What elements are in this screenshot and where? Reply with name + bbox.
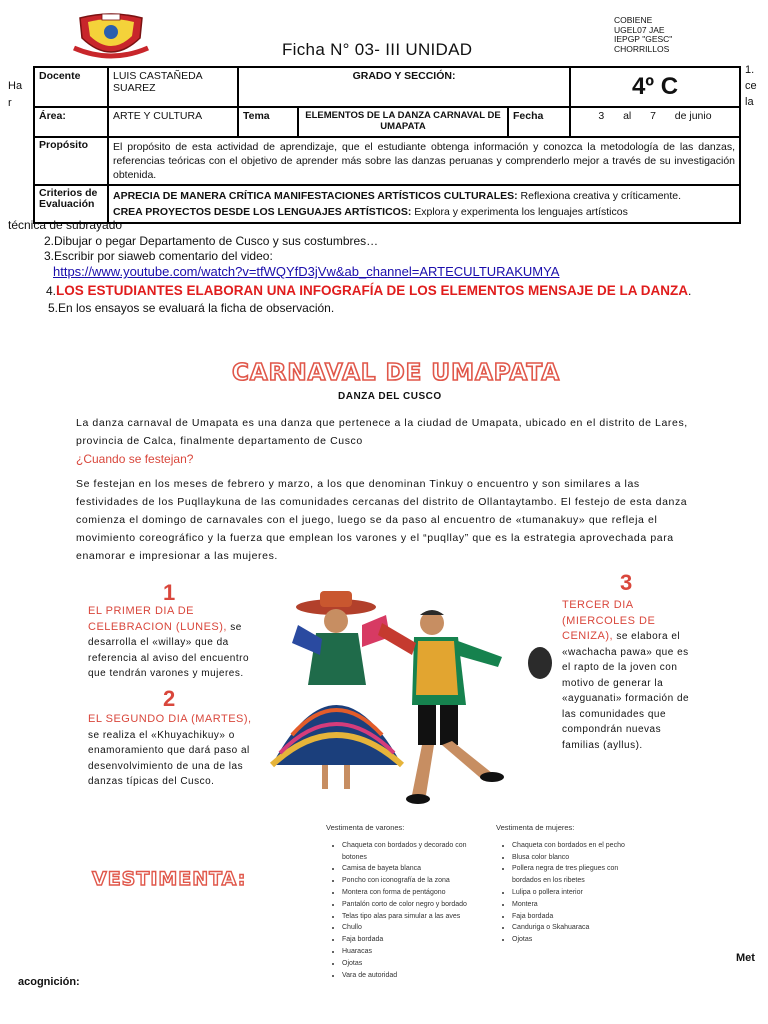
criterios-value <box>108 185 740 223</box>
fecha-al: al <box>623 110 632 122</box>
docente-value: LUIS CASTAÑEDA SUAREZ <box>108 67 238 107</box>
grado-label: GRADO Y SECCIÓN: <box>238 67 570 107</box>
day-1-text: EL PRIMER DIA DE CELEBRACION (LUNES), se desarrolla el «willay» que da referencia al aviso del encuentro que tendrán varones y mujeres. <box>88 605 250 679</box>
mujeres-item: • Chaqueta con bordados en el pecho <box>512 840 646 852</box>
school-logo <box>70 12 152 64</box>
mujeres-heading: Vestimenta de mujeres: <box>496 823 575 832</box>
mujeres-item: • Lulipa o pollera interior <box>512 887 646 899</box>
day-1-number: 1 <box>163 580 176 605</box>
school-line: COBIENE <box>614 15 653 25</box>
day-2-text: EL SEGUNDO DIA (MARTES), se realiza el «Khuyachikuy» o enamoramiento que dará paso al desenvolvimiento de una de las danzas típicas del Cusco. <box>88 713 252 787</box>
varones-item: • Chaqueta con bordados y decorado con botones <box>342 840 486 864</box>
criterio-2: CREA PROYECTOS DESDE LOS LENGUAJES ARTÍSTICOS: Explora y experimenta los lenguajes artísticos <box>113 206 628 218</box>
instruction-1: técnica de subrayado <box>8 218 123 232</box>
varones-item: • Chullo <box>342 922 486 934</box>
fecha-from: 3 <box>598 110 605 122</box>
infographic-title: CARNAVAL DE UMAPATA <box>232 360 561 386</box>
mujeres-item: • Pollera negra de tres pliegues con bordados en los ribetes <box>512 863 646 887</box>
day-3-text: TERCER DIA (MIERCOLES DE CENIZA), se elabora el «wachacha pawa» que es el rapto de la joven con motivo de generar la «ayguanati» formación de las comunidades que compondrán nuevas familias (ayllus). <box>562 599 690 751</box>
margin-text-left: Ha r <box>8 80 23 109</box>
grado-cell <box>570 67 740 107</box>
proposito-label: Propósito <box>34 137 108 185</box>
intro-paragraph: La danza carnaval de Umapata es una danza que pertenece a la ciudad de Umapata, ubicado en el distrito de Lares, provincia de Calca, finalmente departamento de Cusco <box>76 417 688 447</box>
mujeres-item: • Blusa color blanco <box>512 852 646 864</box>
mujeres-item: • Faja bordada <box>512 911 646 923</box>
school-info <box>614 16 672 54</box>
docente-label: Docente <box>34 67 108 107</box>
instruction-2: 2.Dibujar o pegar Departamento de Cusco y sus costumbres… <box>44 234 379 248</box>
mujeres-item: • Ojotas <box>512 934 646 946</box>
school-line: IEPGP "GESC" <box>614 34 673 44</box>
varones-item: • Camisa de bayeta blanca <box>342 863 486 875</box>
varones-item: • Ojotas <box>342 958 486 970</box>
grado-value: 4º C <box>631 73 679 100</box>
day-2-number: 2 <box>163 686 176 711</box>
festejo-paragraph: Se festejan en los meses de febrero y marzo, a los que denominan Tinkuy o encuentro y son similares a las festividades de los Puqllaykuna de las comunidades cercanas del distrito de Ollantaytambo. El festejo de esta danza comienza el domingo de carnavales con el juego, luego se da paso al encuentro de «tumanakuy» que refleja el movimiento coreográfico y la fuerza que emplean los varones y el “puqllay” que es la estrategia aprovechada para enamorar e impresionar a las mujeres. <box>76 478 688 562</box>
varones-item: • Montera con forma de pentágono <box>342 887 486 899</box>
proposito-value: El propósito de esta actividad de aprendizaje, que el estudiante obtenga información y conozca la metodología de las danzas, referencias teóricas con el objetivo de aprender más sobre las danzas peruanas y comprenderlo mejor a través de su investigación obtenida. <box>108 137 740 185</box>
varones-item: • Vara de autoridad <box>342 970 486 982</box>
criterio-1: APRECIA DE MANERA CRÍTICA MANIFESTACIONES ARTÍSTICOS CULTURALES: Reflexiona creativa y críticamente. <box>113 190 682 202</box>
day-3-number: 3 <box>620 570 633 595</box>
varones-item: • Poncho con iconografía de la zona <box>342 875 486 887</box>
varones-item: • Pantalón corto de color negro y bordado <box>342 899 486 911</box>
area-label: Área: <box>34 107 108 137</box>
footer-left-text: acognición: <box>18 976 80 988</box>
criterios-label: Criterios de Evaluación <box>34 185 108 223</box>
margin-text-right: 1. ce la <box>745 64 757 108</box>
school-line: CHORRILLOS <box>614 43 670 54</box>
fecha-value <box>570 107 740 137</box>
tema-value: ELEMENTOS DE LA DANZA CARNAVAL DE UMAPATA <box>298 107 508 137</box>
varones-item: • Huaracas <box>342 946 486 958</box>
page-title: Ficha N° 03- III UNIDAD <box>282 40 473 59</box>
varones-item: • Telas tipo alas para simular a las aves <box>342 911 486 923</box>
video-link[interactable]: https://www.youtube.com/watch?v=tfWQYfD3jVw&ab_channel=ARTECULTURAKUMYA <box>53 264 560 279</box>
mujeres-item: • Montera <box>512 899 646 911</box>
fecha-month: de junio <box>674 110 712 122</box>
vestimenta-mujeres <box>496 822 646 946</box>
mujeres-list <box>496 840 646 946</box>
tema-label: Tema <box>238 107 298 137</box>
fecha-label: Fecha <box>508 107 570 137</box>
vestimenta-varones <box>326 822 486 981</box>
footer-right-text: Met <box>736 952 755 964</box>
mujeres-item: • Canduriga o Skahuaraca <box>512 922 646 934</box>
fecha-to: 7 <box>650 110 656 122</box>
instruction-3: 3.Escribir por siaweb comentario del video: <box>44 249 273 263</box>
instruction-5: 5.En los ensayos se evaluará la ficha de observación. <box>48 301 335 315</box>
varones-item: • Faja bordada <box>342 934 486 946</box>
info-table <box>33 66 741 224</box>
varones-heading: Vestimenta de varones: <box>326 823 405 832</box>
school-line: UGEL07 JAE <box>614 24 665 35</box>
vestimenta-title: VESTIMENTA: <box>92 868 247 890</box>
dancers-illustration <box>262 585 554 807</box>
varones-list <box>326 840 486 982</box>
area-value: ARTE Y CULTURA <box>108 107 238 137</box>
question-heading: ¿Cuando se festejan? <box>76 452 194 466</box>
instruction-4: 4.LOS ESTUDIANTES ELABORAN UNA INFOGRAFÍA DE LOS ELEMENTOS MENSAJE DE LA DANZA. <box>46 283 692 298</box>
infographic-subtitle: DANZA DEL CUSCO <box>338 391 442 402</box>
